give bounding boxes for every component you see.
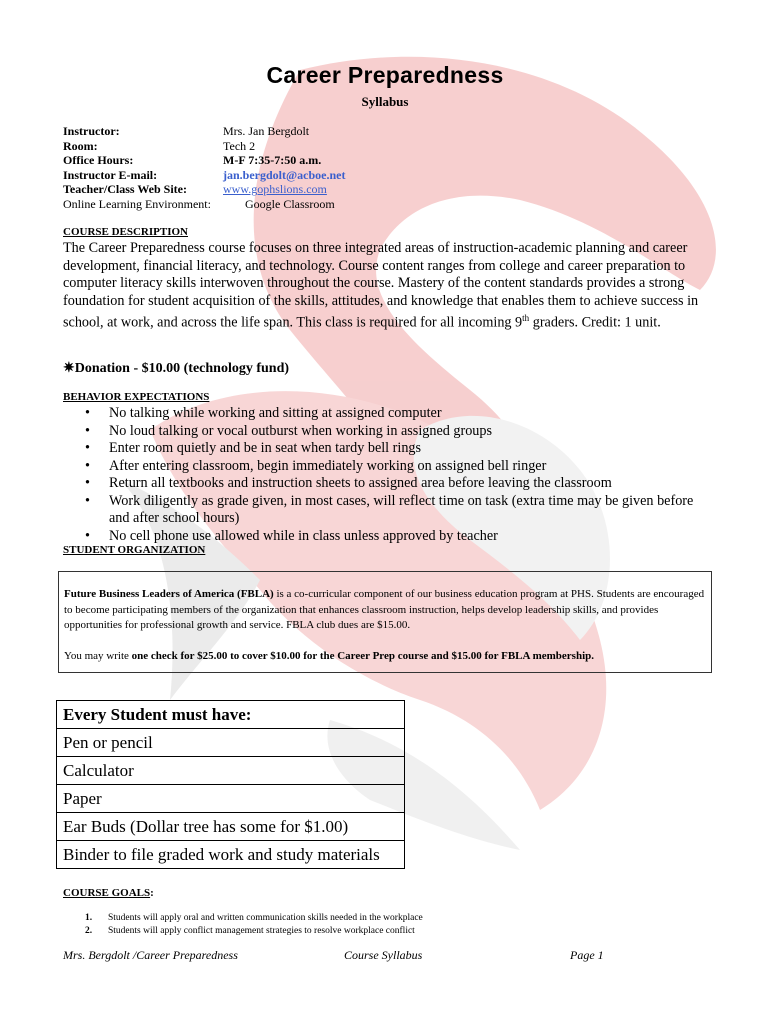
description-part-a: The Career Preparedness course focuses on three integrated areas of instruction-academic planning and career development, financial literacy, and technology. Course content ranges from college and career preparation to computer literacy skills interwoven throughout the course. Mastery of the content standards provides a strong foundation for student acquisition of the skills, attitudes, and knowledge that enables them to achieve success in school, at work, and across the life span. This class is required for all incoming 9 [63, 240, 699, 331]
list-item-text: Students will apply oral and written communication skills needed in the workplace [108, 913, 423, 923]
fbla-info-box [58, 571, 712, 673]
list-item-text: No talking while working and sitting at assigned computer [109, 405, 442, 421]
bullet-icon: • [85, 422, 90, 439]
footer-center: Course Syllabus [344, 948, 423, 962]
list-item [63, 493, 713, 528]
donation-text: Donation - $10.00 (technology fund) [74, 361, 290, 376]
list-item-text: No cell phone use allowed while in class unless approved by teacher [109, 527, 498, 544]
info-value: Google Classroom [245, 196, 335, 211]
table-row [57, 841, 405, 869]
check-details: one check for $25.00 to cover $10.00 for the Career Prep course and $15.00 for FBLA membership. [131, 649, 594, 662]
bullet-icon: • [85, 440, 90, 456]
footer-page-number: Page 1 [570, 948, 604, 962]
list-item [63, 912, 423, 925]
list-item-text: After entering classroom, begin immediately working on assigned bell ringer [109, 457, 547, 474]
info-label: Instructor: [63, 124, 120, 138]
bullet-icon: • [85, 527, 90, 544]
fbla-paragraph [64, 587, 711, 634]
heading-colon: : [150, 887, 154, 899]
item-number: 1. [85, 913, 93, 923]
table-header-row [57, 701, 405, 729]
supply-item: Pen or pencil [57, 729, 405, 757]
supply-item: Binder to file graded work and study materials [57, 841, 405, 869]
course-goals-list [63, 912, 423, 938]
website-link[interactable]: www.gophslions.com [223, 182, 327, 197]
behavior-heading: BEHAVIOR EXPECTATIONS [63, 391, 210, 403]
student-organization-heading: STUDENT ORGANIZATION [63, 544, 206, 556]
supplies-heading: Every Student must have: [57, 701, 405, 729]
description-part-b: graders. Credit: 1 unit. [529, 314, 661, 331]
course-description-heading: COURSE DESCRIPTION [63, 226, 188, 238]
course-goals-heading: COURSE GOALS [63, 887, 151, 899]
document-title: Career Preparedness [266, 62, 504, 88]
star-icon: ✷ [63, 361, 75, 376]
bullet-icon: • [85, 492, 90, 509]
list-item [63, 423, 713, 441]
supply-item: Ear Buds (Dollar tree has some for $1.00) [57, 813, 405, 841]
list-item [63, 405, 713, 423]
info-label: Online Learning Environment: [63, 196, 211, 211]
behavior-list [63, 405, 713, 545]
info-value: M-F 7:35-7:50 a.m. [223, 153, 322, 168]
list-item [63, 475, 713, 493]
table-row [57, 729, 405, 757]
check-intro: You may write [64, 649, 132, 662]
info-label: Teacher/Class Web Site: [63, 182, 188, 197]
list-item-text: Return all textbooks and instruction sheets to assigned area before leaving the classroom [109, 475, 612, 491]
email-link[interactable]: jan.bergdolt@acboe.net [223, 167, 346, 182]
course-description-text [63, 240, 715, 332]
list-item [63, 925, 423, 938]
supplies-table [56, 700, 405, 869]
supply-item: Calculator [57, 757, 405, 785]
list-item-text: Work diligently as grade given, in most cases, will reflect time on task (extra time may be given before and after school hours) [109, 492, 694, 526]
ordinal-suffix: th [522, 313, 530, 323]
info-label: Office Hours: [63, 153, 134, 168]
list-item-text: Enter room quietly and be in seat when tardy bell rings [109, 440, 422, 456]
list-item-text: No loud talking or vocal outburst when working in assigned groups [109, 422, 493, 439]
bullet-icon: • [85, 475, 90, 491]
bullet-icon: • [85, 405, 90, 421]
table-row [57, 785, 405, 813]
bullet-icon: • [85, 457, 90, 474]
supply-item: Paper [57, 785, 405, 813]
list-item-text: Students will apply conflict management strategies to resolve workplace conflict [108, 926, 415, 936]
check-paragraph [64, 649, 711, 665]
list-item [63, 440, 713, 458]
item-number: 2. [85, 926, 93, 936]
table-row [57, 757, 405, 785]
course-goals-heading-line [63, 887, 154, 899]
fbla-name: Future Business Leaders of America (FBLA) [64, 588, 274, 600]
document-subtitle: Syllabus [361, 94, 409, 109]
info-value: Mrs. Jan Bergdolt [223, 124, 310, 138]
info-label: Instructor E-mail: [63, 167, 158, 182]
footer-left: Mrs. Bergdolt /Career Preparedness [63, 948, 238, 962]
list-item [63, 528, 713, 546]
fbla-description: is a co-curricular component of our business education program at PHS. Students are encouraged to become participating members of the organization that enhances classroom instruction, helps develop leadership skills, and provides opportunities for professional growth and service. FBLA club dues are $15.00. [64, 588, 705, 631]
info-value: Tech 2 [223, 138, 256, 153]
info-label: Room: [63, 138, 98, 153]
table-row [57, 813, 405, 841]
donation-line [63, 360, 289, 377]
list-item [63, 458, 713, 476]
